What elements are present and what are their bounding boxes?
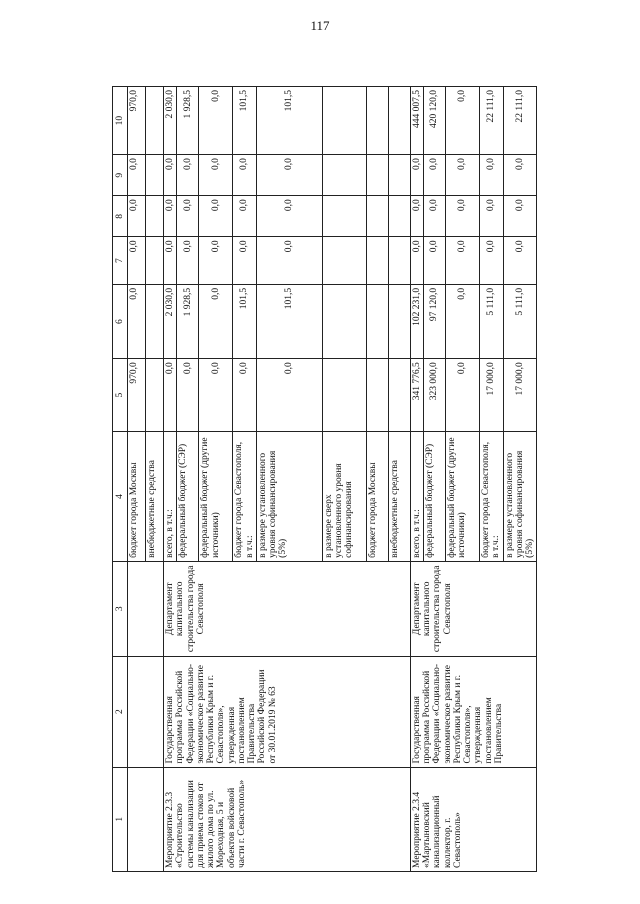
value-cell: 0,0 [503, 237, 537, 284]
value-cell: 0,0 [177, 155, 199, 196]
col-header: 3 [113, 561, 128, 656]
source-cell: бюджет города Севастополя, в т.ч.: [480, 432, 504, 562]
measure-name-cell: Мероприятие 2.3.3 «Строительство системы канализации для приема стоков от жилого дома по ул. Мореходная, 5 и объектов войсковой части г. Севастополь» [164, 767, 411, 871]
value-cell: 0,0 [199, 87, 233, 155]
source-cell: бюджет города Москвы [128, 432, 146, 562]
source-cell: федеральный бюджет (СЭР) [424, 432, 446, 562]
source-cell: в размере установленного уровня софинансирования (5%) [256, 432, 322, 562]
value-cell: 0,0 [446, 155, 480, 196]
value-cell: 2 030,0 [164, 284, 177, 358]
value-cell: 0,0 [199, 155, 233, 196]
value-cell: 0,0 [424, 155, 446, 196]
program-cell: Государственная программа Российской Федерации «Социально-экономическое развитие Республики Крым и г. Севастополя», утвержденная постановлением Правительства Российской Федерации от 30.01.2019 № 63 [164, 656, 411, 767]
rotated-table-region [112, 86, 535, 872]
source-cell: внебюджетные средства [388, 432, 410, 562]
table-row [128, 87, 146, 872]
table-row [410, 87, 423, 872]
col-header: 9 [113, 155, 128, 196]
value-cell: 97 120,0 [424, 284, 446, 358]
value-cell: 0,0 [503, 196, 537, 237]
value-cell [366, 359, 388, 432]
value-cell [322, 284, 366, 358]
value-cell: 0,0 [256, 196, 322, 237]
measure-name-cell: Мероприятие 2.3.4 «Мартыновский канализационный коллектор, г. Севастополь» [410, 767, 537, 871]
value-cell: 0,0 [199, 196, 233, 237]
source-cell: федеральный бюджет (другие источники) [199, 432, 233, 562]
value-cell [366, 284, 388, 358]
value-cell: 22 111,0 [480, 87, 504, 155]
value-cell [146, 359, 164, 432]
value-cell [322, 359, 366, 432]
value-cell [366, 196, 388, 237]
value-cell: 0,0 [480, 237, 504, 284]
source-cell: всего, в т.ч.: [410, 432, 423, 562]
value-cell: 341 776,5 [410, 359, 423, 432]
value-cell: 102 231,0 [410, 284, 423, 358]
empty-cell [128, 767, 164, 871]
value-cell: 1 928,5 [177, 284, 199, 358]
value-cell [322, 237, 366, 284]
financing-table [112, 86, 537, 872]
value-cell: 0,0 [480, 155, 504, 196]
value-cell: 0,0 [446, 87, 480, 155]
value-cell [366, 237, 388, 284]
source-cell: бюджет города Севастополя, в т.ч.: [233, 432, 257, 562]
value-cell: 5 111,0 [480, 284, 504, 358]
value-cell [146, 284, 164, 358]
value-cell [366, 87, 388, 155]
value-cell [388, 284, 410, 358]
value-cell: 0,0 [128, 155, 146, 196]
value-cell: 0,0 [424, 196, 446, 237]
value-cell: 0,0 [256, 155, 322, 196]
value-cell: 0,0 [446, 359, 480, 432]
value-cell: 22 111,0 [503, 87, 537, 155]
value-cell: 0,0 [503, 155, 537, 196]
source-cell: внебюджетные средства [146, 432, 164, 562]
value-cell: 0,0 [128, 284, 146, 358]
value-cell: 0,0 [177, 237, 199, 284]
value-cell [366, 155, 388, 196]
col-header: 4 [113, 432, 128, 562]
value-cell [146, 237, 164, 284]
value-cell: 0,0 [164, 155, 177, 196]
col-header: 10 [113, 87, 128, 155]
value-cell [322, 196, 366, 237]
value-cell: 101,5 [256, 87, 322, 155]
source-cell: федеральный бюджет (СЭР) [177, 432, 199, 562]
value-cell: 0,0 [233, 359, 257, 432]
value-cell: 0,0 [410, 196, 423, 237]
value-cell: 0,0 [233, 237, 257, 284]
value-cell: 0,0 [424, 237, 446, 284]
value-cell: 17 000,0 [480, 359, 504, 432]
empty-cell [128, 656, 164, 767]
value-cell: 0,0 [128, 196, 146, 237]
col-header: 8 [113, 196, 128, 237]
value-cell [388, 196, 410, 237]
value-cell: 0,0 [128, 237, 146, 284]
value-cell: 101,5 [256, 284, 322, 358]
value-cell: 101,5 [233, 284, 257, 358]
value-cell: 0,0 [446, 196, 480, 237]
source-cell: всего, в т.ч.: [164, 432, 177, 562]
value-cell: 5 111,0 [503, 284, 537, 358]
page-number: 117 [310, 18, 330, 33]
value-cell: 0,0 [410, 237, 423, 284]
value-cell [388, 237, 410, 284]
value-cell: 0,0 [233, 196, 257, 237]
value-cell [388, 87, 410, 155]
value-cell: 0,0 [177, 359, 199, 432]
value-cell: 2 030,0 [164, 87, 177, 155]
value-cell [322, 87, 366, 155]
col-header: 2 [113, 656, 128, 767]
value-cell: 101,5 [233, 87, 257, 155]
source-cell: в размере сверх установленного уровня софинансирования [322, 432, 366, 562]
value-cell: 0,0 [446, 284, 480, 358]
value-cell: 323 000,0 [424, 359, 446, 432]
col-header: 6 [113, 284, 128, 358]
value-cell: 0,0 [199, 359, 233, 432]
value-cell: 0,0 [410, 155, 423, 196]
value-cell: 444 007,5 [410, 87, 423, 155]
value-cell: 0,0 [199, 284, 233, 358]
value-cell: 1 928,5 [177, 87, 199, 155]
value-cell: 17 000,0 [503, 359, 537, 432]
value-cell: 0,0 [177, 196, 199, 237]
value-cell: 0,0 [256, 237, 322, 284]
value-cell: 0,0 [164, 359, 177, 432]
value-cell: 420 120,0 [424, 87, 446, 155]
executor-cell: Департамент капитального строительства города Севастополя [410, 561, 537, 656]
value-cell [146, 87, 164, 155]
header-row [113, 87, 128, 872]
program-cell: Государственная программа Российской Федерации «Социально-экономическое развитие Республики Крым и г. Севастополя», утвержденная постановлением Правительства [410, 656, 537, 767]
value-cell: 0,0 [256, 359, 322, 432]
value-cell: 0,0 [164, 237, 177, 284]
col-header: 5 [113, 359, 128, 432]
value-cell [388, 155, 410, 196]
source-cell: федеральный бюджет (другие источники) [446, 432, 480, 562]
table-row [164, 87, 177, 872]
value-cell [388, 359, 410, 432]
value-cell [146, 155, 164, 196]
value-cell [146, 196, 164, 237]
value-cell: 970,0 [128, 359, 146, 432]
executor-cell: Департамент капитального строительства города Севастополя [164, 561, 411, 656]
value-cell: 970,0 [128, 87, 146, 155]
col-header: 7 [113, 237, 128, 284]
col-header: 1 [113, 767, 128, 871]
value-cell: 0,0 [233, 155, 257, 196]
value-cell: 0,0 [480, 196, 504, 237]
empty-cell [128, 561, 164, 656]
value-cell: 0,0 [446, 237, 480, 284]
source-cell: в размере установленного уровня софинансирования (5%) [503, 432, 537, 562]
source-cell: бюджет города Москвы [366, 432, 388, 562]
value-cell [322, 155, 366, 196]
value-cell: 0,0 [164, 196, 177, 237]
value-cell: 0,0 [199, 237, 233, 284]
